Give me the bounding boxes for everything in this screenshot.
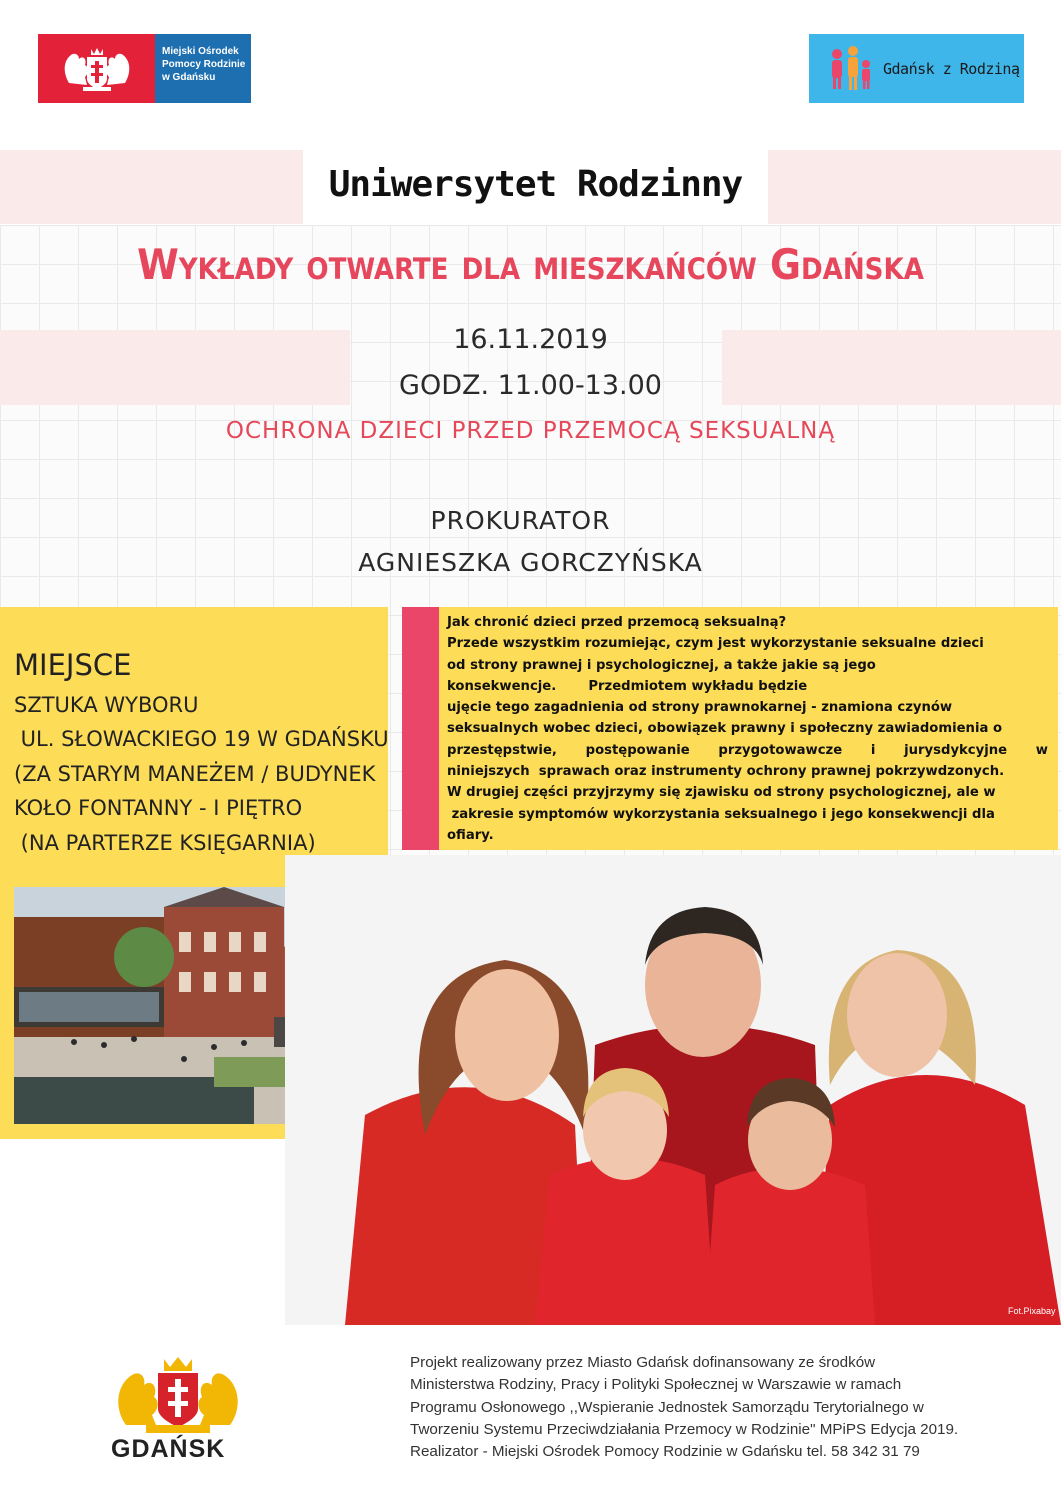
description-line: ujęcie tego zagadnienia od strony prawnokarnej - znamiona czynów	[447, 700, 953, 716]
footer-line: Ministerstwa Rodziny, Pracy i Polityki Społecznej w Warszawie w ramach	[410, 1376, 902, 1394]
footer-line: Programu Osłonowego ,,Wspieranie Jednostek Samorządu Terytorialnego w	[410, 1398, 924, 1416]
description-line: od strony prawnej i psychologicznej, a także jakie są jego	[447, 657, 876, 673]
accent-bar	[402, 607, 439, 850]
description-line: ofiary.	[447, 827, 494, 843]
speaker-name: AGNIESZKA GORCZYŃSKA	[358, 548, 703, 577]
speaker-role: PROKURATOR	[430, 506, 611, 535]
footer-line: Realizator - Miejski Ośrodek Pomocy Rodzinie w Gdańsku tel. 58 342 31 79	[410, 1443, 920, 1461]
city-crest-icon	[38, 34, 155, 103]
footer-text	[410, 1352, 1050, 1463]
city-name: GDAŃSK	[111, 1435, 226, 1463]
org-name: Miejski Ośrodek Pomocy Rodzinie w Gdańsku	[155, 34, 251, 103]
subtitle: Wykłady otwarte dla mieszkańców Gdańska	[137, 240, 924, 289]
footer-line: Projekt realizowany przez Miasto Gdańsk dofinansowany ze środków	[410, 1354, 876, 1371]
footer-line: Tworzeniu Systemu Przeciwdziałania Przemocy w Rodzinie" MPiPS Edycja 2019.	[410, 1420, 959, 1438]
description-text	[447, 612, 1048, 846]
page-title: Uniwersytet Rodzinny	[303, 150, 768, 224]
family-icon	[827, 44, 873, 94]
event-topic: OCHRONA DZIECI PRZED PRZEMOCĄ SEKSUALNĄ	[225, 418, 836, 444]
description-line: niniejszych sprawach oraz instrumenty ochrony prawnej pokrzywdzonych.	[447, 764, 1005, 780]
place-line: (ZA STARYM MANEŻEM / BUDYNEK	[14, 762, 376, 786]
place-heading: MIEJSCE	[14, 648, 132, 682]
program-logo	[809, 34, 1024, 103]
photo-credit: Fot.Pixabay	[1008, 1306, 1056, 1316]
description-line: zakresie symptomów wykorzystania seksualnego i jego konsekwencji dla	[447, 806, 995, 822]
program-name: Gdańsk z Rodziną	[883, 59, 1020, 78]
place-line: SZTUKA WYBORU	[14, 693, 199, 717]
description-line: seksualnych wobec dzieci, obowiązek prawny i społeczny zawiadomienia o	[447, 721, 1003, 737]
description-line: Jak chronić dzieci przed przemocą seksualną?	[447, 615, 787, 630]
description-line: konsekwencje. Przedmiotem wykładu będzie	[447, 678, 808, 694]
family-photo	[285, 855, 1061, 1325]
description-line: W drugiej części przyjrzymy się zjawisku od strony psychologicznej, ale w	[447, 785, 996, 801]
place-line: (NA PARTERZE KSIĘGARNIA)	[14, 831, 316, 855]
event-date: 16.11.2019	[453, 324, 608, 355]
description-line: Przede wszystkim rozumiejąc, czym jest wykorzystanie seksualne dzieci	[447, 636, 984, 652]
event-hours: GODZ. 11.00-13.00	[399, 370, 662, 401]
description-line: przestępstwie, postępowanie przygotowawcze i jurysdykcyjne w	[447, 742, 1048, 758]
place-line: UL. SŁOWACKIEGO 19 W GDAŃSKU	[14, 727, 389, 751]
mopr-logo	[38, 34, 251, 103]
place-line: KOŁO FONTANNY - I PIĘTRO	[14, 796, 303, 820]
